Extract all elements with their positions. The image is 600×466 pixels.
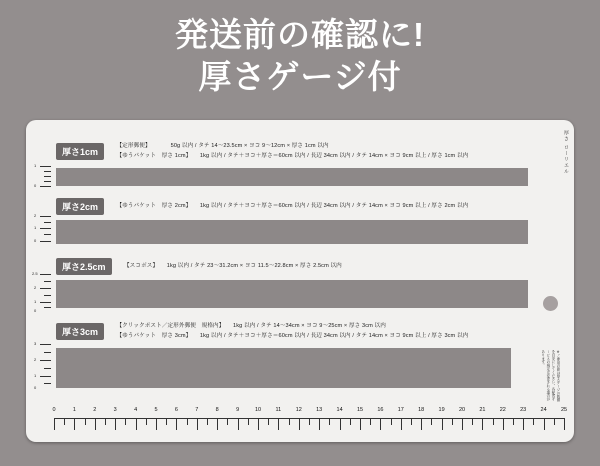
ruler-tick-major bbox=[340, 418, 341, 430]
ruler-tick-minor bbox=[533, 418, 534, 425]
vertical-ruler-4 bbox=[34, 342, 54, 392]
ruler-number: 8 bbox=[215, 407, 219, 413]
notice-text: ※ご使用の際は厚さゲージの数値を目安にしてください。各配送サービスの規定は変更される場合があります。 bbox=[540, 350, 560, 402]
ruler-tick-major bbox=[564, 418, 565, 430]
vruler-4-label-3: 0 bbox=[34, 385, 37, 390]
gauge-bar-4 bbox=[56, 348, 511, 388]
ruler-number: 0 bbox=[52, 407, 56, 413]
ruler-tick-minor bbox=[309, 418, 310, 425]
ruler-tick-minor bbox=[472, 418, 473, 425]
ruler-tick-major bbox=[380, 418, 381, 430]
ruler-number: 7 bbox=[195, 407, 199, 413]
ruler-tick-minor bbox=[411, 418, 412, 425]
ruler-tick-major bbox=[442, 418, 443, 430]
ruler-number: 20 bbox=[458, 407, 466, 413]
ruler-number: 10 bbox=[254, 407, 262, 413]
ruler-tick-major bbox=[95, 418, 96, 430]
ruler-tick-minor bbox=[350, 418, 351, 425]
ruler-tick-minor bbox=[391, 418, 392, 425]
page-title bbox=[0, 0, 600, 98]
vertical-ruler-1 bbox=[34, 164, 54, 190]
gauge-label-4: 厚さ3cm bbox=[56, 323, 104, 340]
gauge-line-3-1: 【スコポス】 1kg 以内 / タテ 23〜31.2cm × ヨコ 11.5〜22.8cm × 厚さ 2.5cm 以内 bbox=[123, 262, 342, 269]
vruler-4-label-1: 2 bbox=[34, 357, 37, 362]
ruler-tick-major bbox=[299, 418, 300, 430]
ruler-tick-major bbox=[482, 418, 483, 430]
ruler-tick-minor bbox=[329, 418, 330, 425]
gauge-label-1: 厚さ1cm bbox=[56, 143, 104, 160]
vruler-3-label-3: 0 bbox=[34, 308, 37, 313]
ruler-tick-major bbox=[176, 418, 177, 430]
vruler-2-label-0: 2 bbox=[34, 213, 37, 218]
ruler-number: 19 bbox=[438, 407, 445, 413]
ruler-number: 22 bbox=[499, 407, 506, 413]
gauge-label-3: 厚さ2.5cm bbox=[56, 258, 112, 275]
gauge-line-1-2: 【ゆうパケット 厚さ 1cm】 1kg 以内 / タテ＋ヨコ＋厚さ＝60cm 以内 / 長辺 34cm 以内 / タテ 14cm × ヨコ 9cm 以上 / 厚さ 1cm 以内 bbox=[116, 152, 469, 159]
ruler-tick-major bbox=[217, 418, 218, 430]
ruler-tick-major bbox=[319, 418, 320, 430]
ruler-tick-major bbox=[523, 418, 524, 430]
ruler-tick-major bbox=[197, 418, 198, 430]
ruler-tick-minor bbox=[554, 418, 555, 425]
ruler-number: 4 bbox=[134, 407, 138, 413]
gauge-row-2 bbox=[56, 198, 468, 216]
ruler-tick-minor bbox=[289, 418, 290, 425]
ruler-tick-major bbox=[115, 418, 116, 430]
vruler-4-label-0: 3 bbox=[34, 341, 37, 346]
ruler-tick-minor bbox=[146, 418, 147, 425]
ruler-tick-major bbox=[278, 418, 279, 430]
ruler-number: 17 bbox=[397, 407, 404, 413]
gauge-lines-3 bbox=[124, 262, 342, 272]
vruler-1-label-1: 0 bbox=[34, 183, 37, 188]
ruler-number: 9 bbox=[236, 407, 240, 413]
title-line-2: 厚さゲージ付 bbox=[198, 58, 402, 96]
ruler-tick-minor bbox=[493, 418, 494, 425]
ruler-number: 18 bbox=[418, 407, 425, 413]
gauge-line-1-1: 【定形郵便】 50g 以内 / タテ 14〜23.5cm × ヨコ 9〜12cm × 厚さ 1cm 以内 bbox=[116, 143, 329, 149]
ruler-tick-minor bbox=[268, 418, 269, 425]
bottom-ruler bbox=[26, 406, 574, 442]
gauge-line-2-1: 【ゆうパケット 厚さ 2cm】 1kg 以内 / タテ＋ヨコ＋厚さ＝60cm 以内 / 長辺 34cm 以内 / タテ 14cm × ヨコ 9cm 以上 / 厚さ 2cm 以内 bbox=[116, 202, 469, 209]
ruler-tick-major bbox=[54, 418, 55, 430]
vruler-2-label-2: 0 bbox=[34, 238, 37, 243]
ruler-tick-major bbox=[136, 418, 137, 430]
ruler-number: 16 bbox=[377, 407, 384, 413]
gauge-row-1 bbox=[56, 142, 468, 162]
ruler-tick-minor bbox=[227, 418, 228, 425]
gauge-bar-2 bbox=[56, 220, 528, 244]
ruler-tick-major bbox=[360, 418, 361, 430]
vruler-3-label-0: 2.5 bbox=[32, 271, 38, 276]
ruler-tick-minor bbox=[166, 418, 167, 425]
ruler-number: 3 bbox=[113, 407, 117, 413]
ruler-number: 5 bbox=[154, 407, 158, 413]
gauge-row-3 bbox=[56, 258, 342, 276]
ruler-number: 23 bbox=[520, 407, 527, 413]
thickness-gauge-board bbox=[26, 120, 574, 442]
gauge-bar-3 bbox=[56, 280, 528, 308]
ruler-tick-major bbox=[462, 418, 463, 430]
hanging-hole bbox=[543, 296, 558, 311]
side-note-text: 厚さ ローリエル bbox=[563, 130, 569, 175]
ruler-tick-major bbox=[74, 418, 75, 430]
ruler-tick-minor bbox=[513, 418, 514, 425]
ruler-number: 13 bbox=[316, 407, 323, 413]
ruler-tick-minor bbox=[431, 418, 432, 425]
ruler-tick-major bbox=[421, 418, 422, 430]
gauge-line-4-2: 【ゆうパケット 厚さ 3cm】 1kg 以内 / タテ＋ヨコ＋厚さ＝60cm 以内 / 長辺 34cm 以内 / タテ 14cm × ヨコ 9cm 以上 / 厚さ 3cm 以内 bbox=[116, 332, 469, 339]
vruler-4-label-2: 1 bbox=[34, 373, 37, 378]
ruler-tick-minor bbox=[207, 418, 208, 425]
ruler-tick-minor bbox=[125, 418, 126, 425]
ruler-tick-major bbox=[401, 418, 402, 430]
ruler-number: 14 bbox=[336, 407, 343, 413]
ruler-tick-minor bbox=[85, 418, 86, 425]
ruler-tick-major bbox=[503, 418, 504, 430]
gauge-label-2: 厚さ2cm bbox=[56, 198, 104, 215]
vruler-3-label-2: 1 bbox=[34, 299, 37, 304]
vertical-ruler-2 bbox=[34, 214, 54, 248]
vruler-1-label-0: 1 bbox=[34, 163, 37, 168]
gauge-lines-2 bbox=[116, 202, 468, 212]
ruler-tick-minor bbox=[187, 418, 188, 425]
ruler-number: 6 bbox=[174, 407, 178, 413]
vruler-3-label-1: 2 bbox=[34, 285, 37, 290]
ruler-tick-major bbox=[156, 418, 157, 430]
gauge-line-4-1: 【クリックポスト／定形外郵便 規格内】 1kg 以内 / タテ 14〜34cm × ヨコ 9〜25cm × 厚さ 3cm 以内 bbox=[116, 323, 386, 329]
ruler-number: 1 bbox=[72, 407, 76, 413]
ruler-number: 12 bbox=[295, 407, 302, 413]
ruler-number: 25 bbox=[560, 407, 568, 413]
vertical-ruler-3 bbox=[34, 272, 54, 314]
ruler-tick-minor bbox=[452, 418, 453, 425]
ruler-number: 21 bbox=[479, 407, 486, 413]
title-line-1: 発送前の確認に! bbox=[175, 16, 425, 53]
ruler-tick-minor bbox=[248, 418, 249, 425]
gauge-row-4 bbox=[56, 322, 468, 342]
gauge-lines-1 bbox=[116, 142, 468, 162]
vruler-2-label-1: 1 bbox=[34, 225, 37, 230]
gauge-bar-1 bbox=[56, 168, 528, 186]
ruler-tick-minor bbox=[105, 418, 106, 425]
ruler-tick-minor bbox=[370, 418, 371, 425]
ruler-number: 24 bbox=[540, 407, 547, 413]
ruler-number: 11 bbox=[275, 407, 282, 413]
gauge-lines-4 bbox=[116, 322, 468, 342]
ruler-number: 2 bbox=[93, 407, 97, 413]
ruler-number: 15 bbox=[356, 407, 364, 413]
ruler-tick-major bbox=[238, 418, 239, 430]
ruler-tick-major bbox=[544, 418, 545, 430]
ruler-tick-major bbox=[258, 418, 259, 430]
ruler-tick-minor bbox=[64, 418, 65, 425]
